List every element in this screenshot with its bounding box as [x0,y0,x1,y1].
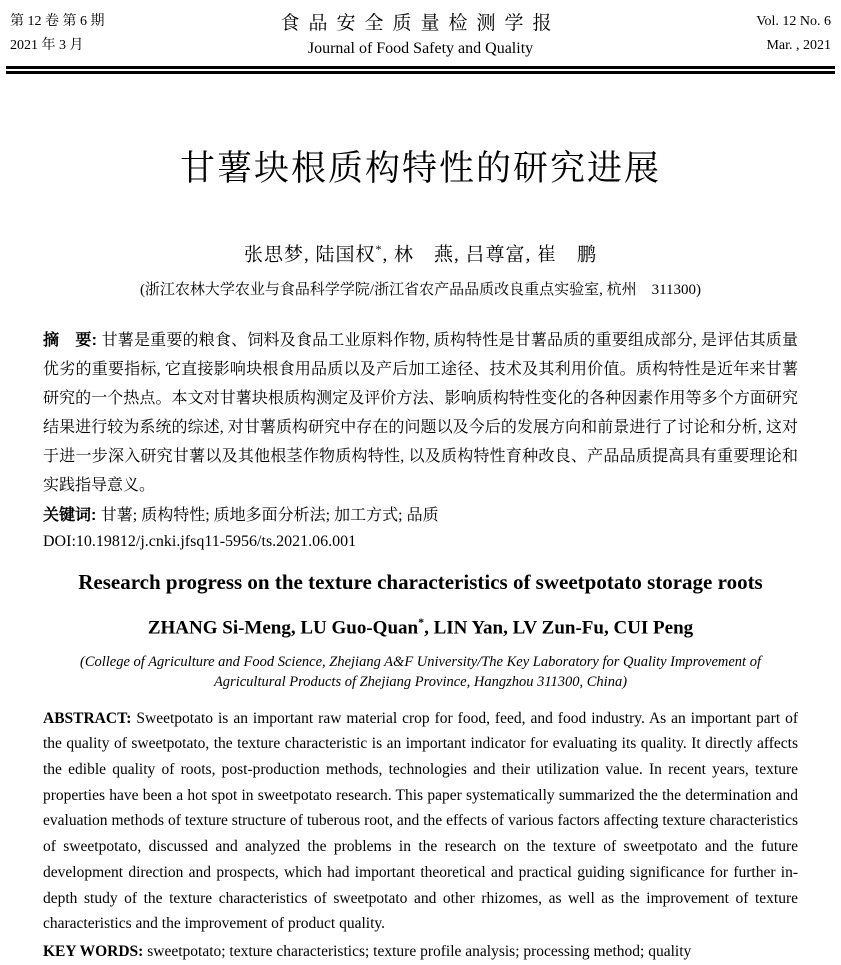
date-en: Mar. , 2021 [766,38,831,53]
header-divider-rule [6,66,835,74]
keywords-label-cn: 关键词: [43,507,101,525]
header-journal-title [180,10,661,61]
date-cn: 2021 年 3 月 [10,38,84,53]
journal-title-en: Journal of Food Safety and Quality [307,40,534,57]
affiliation-en-line2: Agricultural Products of Zhejiang Province, Hangzhou 311300, China) [213,673,628,690]
corresponding-author-asterisk-en: * [418,615,425,630]
corresponding-author-asterisk-cn: * [375,242,383,256]
doi: DOI:10.19812/j.cnki.jfsq11-5956/ts.2021.06.001 [43,533,357,551]
keywords-label-en: KEY WORDS: [43,942,148,960]
abstract-text-cn: 甘薯是重要的粮食、饲料及食品工业原料作物, 质构特性是甘薯品质的重要组成部分, 是评估其质量优劣的重要指标, 它直接影响块根食用品质以及产后加工途径、技术及其利用价值。质构特性是近年来甘薯研究的一个热点。本文对甘薯块根质构测定及评价方法、影响质构特性变化的各种因素作用等多个方面研究结果进行较为系统的综述, 对甘薯质构研究中存在的问题以及今后的发展方向和前景进行了讨论和分析, 这对于进一步深入研究甘薯以及其他根茎作物质构特性, 以及质构特性育种改良、产品品质提高具有重要理论和实践指导意义。 [43,332,798,495]
authors-cn-part2: , 林 燕, 吕尊富, 崔 鹏 [382,244,598,266]
article-body [0,326,841,964]
affiliation-cn: (浙江农林大学农业与食品科学学院/浙江省农产品品质改良重点实验室, 杭州 311300) [139,282,702,299]
volume-issue-en: Vol. 12 No. 6 [756,14,831,29]
affiliation-en [43,652,798,692]
keywords-cn [43,503,798,529]
journal-title-cn: 食品安全质量检测学报 [280,13,561,34]
authors-cn-part1: 张思梦, 陆国权 [243,244,376,266]
keywords-en [43,939,798,965]
keywords-text-en: sweetpotato; texture characteristics; texture profile analysis; processing method; quality [147,942,692,960]
journal-header [0,0,841,61]
abstract-text-en: Sweetpotato is an important raw material crop for food, feed, and food industry. As an important part of the quality of sweetpotato, the texture characteristic is an important indicator for evaluating its quality. It directly affects the edible quality of roots, post-production methods, technologies and their utilization value. In recent years, texture properties have been a hot spot in sweetpotato research. This paper systematically summarized the the determination and evaluation methods of texture structure of tuberous root, and the effects of various factors affecting texture characteristics of sweetpotato, discussed and analyzed the problems in the research on the texture of sweetpotato and the future development direction and prospects, which had important theoretical and practical guiding significance for further in-depth study of the texture characteristics of sweetpotato and other rhizomes, as well as the improvement of texture characteristics and the improvement of product quality. [43,709,799,933]
authors-en-part1: ZHANG Si-Meng, LU Guo-Quan [147,617,419,639]
header-volume-issue-en [661,10,831,58]
authors-en-part2: , LIN Yan, LV Zun-Fu, CUI Peng [424,617,694,639]
abstract-en [43,706,798,937]
keywords-text-cn: 甘薯; 质构特性; 质地多面分析法; 加工方式; 品质 [100,507,439,525]
authors-en [43,609,798,641]
article-title-cn: 甘薯块根质构特性的研究进展 [179,149,661,188]
article-title-en: Research progress on the texture characteristics of sweetpotato storage roots [78,570,763,595]
abstract-label-en: ABSTRACT: [43,709,137,727]
header-volume-issue-cn [10,10,180,58]
authors-cn [0,236,841,268]
abstract-label-cn: 摘 要: [43,332,102,350]
volume-issue-cn: 第 12 卷 第 6 期 [10,14,105,29]
abstract-cn [43,326,798,500]
affiliation-en-line1: (College of Agriculture and Food Science, Zhejiang A&F University/The Key Laboratory for Quality Improvement of [80,653,761,670]
